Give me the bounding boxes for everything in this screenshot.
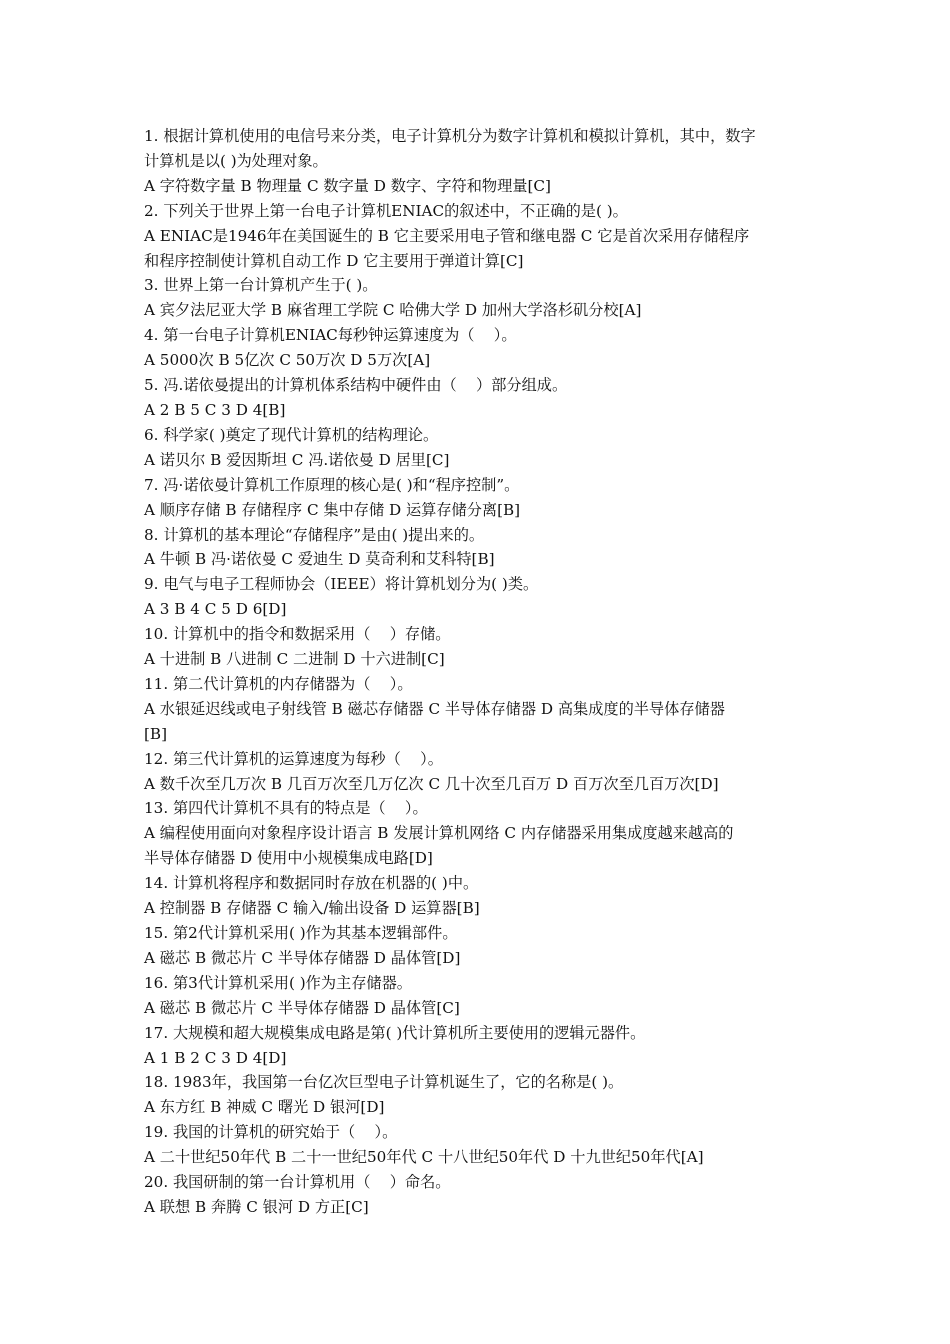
text-line: A 水银延迟线或电子射线管 B 磁芯存储器 C 半导体存储器 D 高集成度的半导体存储器	[144, 699, 725, 718]
text-line: 8. 计算机的基本理论“存储程序”是由( )提出来的。	[144, 525, 485, 544]
text-line: A 磁芯 B 微芯片 C 半导体存储器 D 晶体管[C]	[144, 998, 460, 1017]
text-line: [B]	[144, 724, 168, 743]
text-line: 16. 第3代计算机采用( )作为主存储器。	[144, 973, 412, 992]
text-line: A 东方红 B 神威 C 曙光 D 银河[D]	[144, 1098, 385, 1117]
text-line: 7. 冯·诺依曼计算机工作原理的核心是( )和“程序控制”。	[144, 475, 520, 494]
text-line: 6. 科学家( )奠定了现代计算机的结构理论。	[144, 425, 439, 444]
text-line: A ENIAC是1946年在美国诞生的 B 它主要采用电子管和继电器 C 它是首次采用存储程序	[144, 226, 750, 245]
text-line: 计算机是以( )为处理对象。	[144, 151, 328, 170]
text-line: 18. 1983年，我国第一台亿次巨型电子计算机诞生了，它的名称是( )。	[144, 1073, 624, 1092]
text-line: 半导体存储器 D 使用中小规模集成电路[D]	[144, 849, 433, 868]
text-line: 1. 根据计算机使用的电信号来分类，电子计算机分为数字计算机和模拟计算机，其中，数字	[144, 127, 756, 145]
text-line: 14. 计算机将程序和数据同时存放在机器的( )中。	[144, 874, 479, 893]
text-line: A 磁芯 B 微芯片 C 半导体存储器 D 晶体管[D]	[144, 948, 461, 967]
text-line: A 编程使用面向对象程序设计语言 B 发展计算机网络 C 内存储器采用集成度越来越高的	[144, 824, 734, 843]
text-line: A 二十世纪50年代 B 二十一世纪50年代 C 十八世纪50年代 D 十九世纪50年代[A]	[144, 1148, 704, 1167]
question-list	[144, 124, 812, 1220]
text-line: 19. 我国的计算机的研究始于（ ）。	[144, 1123, 398, 1142]
text-line: 和程序控制使计算机自动工作 D 它主要用于弹道计算[C]	[144, 251, 524, 270]
text-line: A 十进制 B 八进制 C 二进制 D 十六进制[C]	[144, 650, 445, 669]
text-line: A 宾夕法尼亚大学 B 麻省理工学院 C 哈佛大学 D 加州大学洛杉矶分校[A]	[144, 301, 642, 320]
text-line: 5. 冯.诺依曼提出的计算机体系结构中硬件由（ ）部分组成。	[144, 376, 568, 395]
text-line: 11. 第二代计算机的内存储器为（ ）。	[144, 674, 413, 693]
text-line: A 2 B 5 C 3 D 4[B]	[144, 400, 286, 419]
text-line: A 5000次 B 5亿次 C 50万次 D 5万次[A]	[144, 351, 431, 370]
text-line: A 顺序存储 B 存储程序 C 集中存储 D 运算存储分离[B]	[144, 500, 521, 519]
text-line: A 控制器 B 存储器 C 输入/输出设备 D 运算器[B]	[144, 899, 480, 918]
text-line: A 数千次至几万次 B 几百万次至几万亿次 C 几十次至几百万 D 百万次至几百万次[D]	[144, 774, 719, 793]
text-line: 9. 电气与电子工程师协会（IEEE）将计算机划分为( )类。	[144, 575, 539, 594]
text-line: 12. 第三代计算机的运算速度为每秒（ ）。	[144, 749, 443, 768]
text-line: 17. 大规模和超大规模集成电路是第( )代计算机所主要使用的逻辑元器件。	[144, 1023, 646, 1042]
text-line: 3. 世界上第一台计算机产生于( )。	[144, 276, 378, 295]
text-line: A 3 B 4 C 5 D 6[D]	[144, 600, 287, 619]
text-line: A 诺贝尔 B 爱因斯坦 C 冯.诺依曼 D 居里[C]	[144, 450, 450, 469]
text-line: A 牛顿 B 冯·诺依曼 C 爱迪生 D 莫奇利和艾科特[B]	[144, 550, 495, 569]
text-line: A 联想 B 奔腾 C 银河 D 方正[C]	[144, 1197, 369, 1216]
text-line: 2. 下列关于世界上第一台电子计算机ENIAC的叙述中，不正确的是( )。	[144, 201, 628, 220]
text-line: 13. 第四代计算机不具有的特点是（ ）。	[144, 799, 428, 818]
text-line: 15. 第2代计算机采用( )作为其基本逻辑部件。	[144, 924, 458, 942]
text-line: 20. 我国研制的第一台计算机用（ ）命名。	[144, 1173, 451, 1192]
text-line: A 字符数字量 B 物理量 C 数字量 D 数字、字符和物理量[C]	[144, 176, 551, 195]
text-line: A 1 B 2 C 3 D 4[D]	[144, 1048, 287, 1067]
text-line: 4. 第一台电子计算机ENIAC每秒钟运算速度为（ ）。	[144, 326, 517, 345]
text-line: 10. 计算机中的指令和数据采用（ ）存储。	[144, 625, 451, 644]
